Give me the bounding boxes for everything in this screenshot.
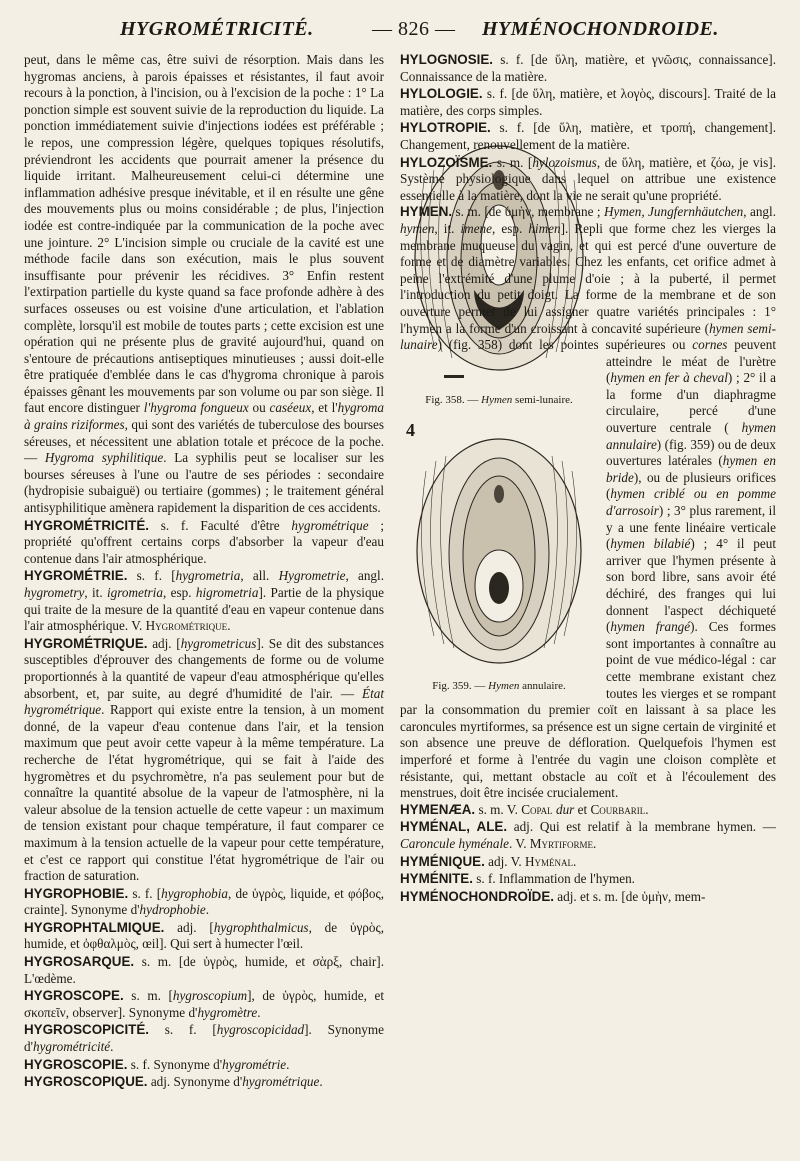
right-column xyxy=(400,52,776,905)
header-left-word: HYGROMÉTRICITÉ. xyxy=(120,18,314,40)
headword: HYMÉNITE. xyxy=(400,871,473,887)
entry-hygroscopicite: HYGROSCOPICITÉ. s. f. [hygroscopicidad]. Synonyme d'hygrométricité. xyxy=(24,1022,384,1055)
headword: HYGROSCOPE. xyxy=(24,988,124,1004)
headword: HYLOTROPIE. xyxy=(400,120,491,136)
page-number: — 826 — xyxy=(372,18,456,40)
entry-hylognosie: HYLOGNOSIE. s. f. [de ὕλη, matière, et γνῶσις, connaissance]. Connaissance de la matière. xyxy=(400,52,776,84)
figure-359-caption: Fig. 359. — Hymen annulaire. xyxy=(432,680,566,693)
entry-hymenite: HYMÉNITE. s. f. Inflammation de l'hymen. xyxy=(400,871,635,887)
entry-hygroscopie: HYGROSCOPIE. s. f. Synonyme d'hygrométrie. xyxy=(24,1056,290,1072)
hymen-annular-illustration xyxy=(404,426,594,676)
entry-hymenique: HYMÉNIQUE. adj. V. Hyménal. xyxy=(400,853,577,869)
entry-hygrometricite: HYGROMÉTRICITÉ. s. f. Faculté d'être hygrométrique ; propriété qu'offrent certains corps d'absorber la vapeur d'eau contenue dans l'air atmosphérique. xyxy=(24,517,384,566)
headword: HYGROSCOPIE. xyxy=(24,1056,128,1072)
svg-text:▬▬: ▬▬ xyxy=(444,369,464,381)
headword: HYLOLOGIE. xyxy=(400,86,483,102)
headword: HYGROPHOBIE. xyxy=(24,885,129,901)
headword: HYMÉNIQUE. xyxy=(400,853,485,869)
entry-hylozoisme: HYLOZOÏSME. s. m. [hylozoismus, de ὕλη, matière, et ζόω, je vis]. Système physiologique dans lequel on attribue une existence essentielle à la matière, dont la vie ne serait qu'une propriété. xyxy=(400,154,776,203)
entry-hymen: HYMEN. s. m. [de ὑμὴν, membrane ; Hymen, Jungfernhäutchen, angl. hymen, it. imene, esp. himen]. Repli que forme chez les vierges la membrane muqueuse du vagin, et qui est percé d'une ouverture de forme et de diamètre variables. Chez les enfants, cet orifice admet à peine l'extrémité d'une plume d'oie ; à la puberté, il permet l'introduction du petit doigt. La forme de la membrane et de son ouverture permet de lui assigner quatre variétés principales : 1° l'hymen a la forme d'un croissant à concavité supérieure (hymen semi-lunaire) (fig. 358) dont les pointes supérieures ou cornes ▬▬ Fig. 358. — Hymen semi-lunaire. peuvent atteindre le méat de l'urètre (hymen en fer à cheval) ; 2° il a la forme d'un diaphragme circulaire, percé d'une ouverture centrale ( 4 Fig. 359. — Hymen annulaire. hymen annulaire) (fig. 359) ou de deux ouvertures latérales (hymen en bride), ou de plusieurs orifices (hymen criblé ou en pomme d'arrosoir) ; 3° plus rarement, il y a une fente linéaire verticale (hymen bilabié) ; 4° il peut arriver que l'hymen présente à son bord libre, sans avoir été déchiré, des franges qui lui donnent l'aspect déchiqueté (hymen frangé). Ces formes sont importantes à connaître au point de vue médico-légal : car cette membrane existant chez toutes les vierges et se rompant par la consommation du premier coït en laissant à sa place les caroncules myrtiformes, sa présence est un signe certain de virginité et son absence une preuve de défloration. Quelquefois l'hymen est imperforé et forme à l'entrée du vagin une cloison complète et résistante, qui, mettant obstacle au coït et à l'écoulement des menstrues, doit être incisée crucialement. xyxy=(400,204,776,801)
running-header xyxy=(0,18,800,48)
entry-hylotropie: HYLOTROPIE. s. f. [de ὕλη, matière, et τροπή, changement]. Changement, renouvellement de la matière. xyxy=(400,120,776,152)
hygroma-continuation: peut, dans le même cas, être suivi de résorption. Mais dans les hygromas anciens, à parois épaisses et résistantes, il faut avoir recours à la ponction, à l'incision, ou à l'excision de la poche : 1° La ponction simple est souvent suivie de la reproduction du liquide. La ponction immédiatement suivie d'injections iodées est préférable ; le repos, une compression légère, quelques topiques résolutifs, préviendront les accidents que pourrait amener la présence du liquide irritant. Malheureusement celui-ci détermine une inflammation adhésive presque inévitable, et il en résulte une gêne des mouvements plus ou moins considérable ; de plus, l'injection iodée est contre-indiquée par la communication de la poche avec une jointure. 2° L'incision simple ou cruciale de la cavité est une méthode facile dans son exécution, mais le plus souvent insuffisante pour prévenir les récidives. 3° Enfin restent l'extirpation partielle du kyste quand sa face profonde adhère à des surfaces osseuses ou est voisine d'une articulation, et l'ablation complète, lorsqu'il est mobile de toutes parts ; cette excision est une opération qui ne présente plus de gravité aujourd'hui, quand on s'entoure de précautions antiseptiques minutieuses ; aussi doit-elle être pratiquée d'emblée dans le cas d'hygroma chronique à parois épaisses gênant les mouvements par son volume ou par son siège. Il faut encore distinguer l'hygroma fongueux ou caséeux, et l'hygroma à grains riziformes, qui sont des variétés de tuberculose des bourses séreuses, et nécessitent une ablation totale et précoce de la poche. — Hygroma syphilitique. La syphilis peut se localiser sur les bourses séreuses à l'une ou l'autre de ses périodes : secondaire (hydropisie subaiguë) ou tertiaire (gommes) ; le traitement général antisyphilitique amènera rapidement la disparition de ces accidents. xyxy=(24,52,385,516)
entry-hygrophtalmique: HYGROPHTALMIQUE. adj. [hygrophthalmicus, de ὑγρὸς, humide, et ὀφθαλμὸς, œil]. Qui sert à humecter l'œil. xyxy=(24,919,384,952)
entry-hylologie: HYLOLOGIE. s. f. [de ὕλη, matière, et λογὸς, discours]. Traité de la matière, des corps simples. xyxy=(400,86,776,118)
header-right-word: HYMÉNOCHONDROIDE. xyxy=(482,18,719,40)
figure-359-number: 4 xyxy=(406,420,415,441)
entry-hygroscope: HYGROSCOPE. s. m. [hygroscopium], de ὑγρὸς, humide, et σκοπεῖν, observer]. Synonyme d'hygromètre. xyxy=(24,988,384,1020)
entry-hygrometrie: HYGROMÉTRIE. s. f. [hygrometria, all. Hygrometrie, angl. hygrometry, it. igrometria, esp. higrometria]. Partie de la physique qui traite de la mesure de la quantité d'eau en vapeur contenue dans l'air atmosphérique. V. Hygrométrique. xyxy=(24,568,385,634)
entry-hymenaea: HYMENÆA. s. m. V. Copal dur et Courbaril. xyxy=(400,801,649,817)
headword: HYLOGNOSIE. xyxy=(400,52,494,67)
entry-hygrosarque: HYGROSARQUE. s. m. [de ὑγρὸς, humide, et σὰρξ, chair]. L'œdème. xyxy=(24,954,384,986)
headword: HYMENÆA. xyxy=(400,801,476,817)
entry-hymenal: HYMÉNAL, ALE. adj. Qui est relatif à la membrane hymen. — Caroncule hyménale. V. Myrtiforme. xyxy=(400,819,776,851)
headword: HYGROMÉTRIE. xyxy=(24,568,128,584)
entry-hymenochondroide: HYMÉNOCHONDROÏDE. adj. et s. m. [de ὑμὴν, mem- xyxy=(400,888,706,904)
headword: HYGROMÉTRIQUE. xyxy=(24,635,148,651)
figure-359 xyxy=(400,420,598,695)
figure-358-caption: Fig. 358. — Hymen semi-lunaire. xyxy=(425,393,573,406)
entry-hygrophobie: HYGROPHOBIE. s. f. [hygrophobia, de ὑγρὸς, liquide, et φόβος, crainte]. Synonyme d'hydrophobie. xyxy=(24,885,384,918)
headword: HYGROSCOPICITÉ. xyxy=(24,1022,149,1038)
headword: HYLOZOÏSME. xyxy=(400,154,493,170)
headword: HYMÉNOCHONDROÏDE. xyxy=(400,888,554,904)
entry-hygroscopique: HYGROSCOPIQUE. adj. Synonyme d'hygrométrique. xyxy=(24,1074,323,1090)
headword: HYGROSCOPIQUE. xyxy=(24,1074,148,1090)
headword: HYGROSARQUE. xyxy=(24,954,135,970)
headword: HYMEN. xyxy=(400,204,453,220)
headword: HYGROMÉTRICITÉ. xyxy=(24,517,149,533)
entry-hygrometrique: HYGROMÉTRIQUE. adj. [hygrometricus]. Se dit des substances susceptibles d'éprouver des changements de forme ou de volume proportionnés à la quantité de vapeur d'eau atmosphérique qu'elles absorbent, et, par suite, au degré d'humidité de l'air. — État hygrométrique. Rapport qui existe entre la tension, à un moment donné, de la vapeur d'eau contenue dans l'air, et la tension maximum que peut avoir cette vapeur à la même température. La recherche de l'état hygrométrique, qui se fait à l'aide des hygromètres et du psychromètre, n'a pas seulement pour but de connaître la quantité absolue de la vapeur de l'atmosphère, ni la valeur absolue de la tension actuelle de cette vapeur : un maximum de tension existant pour chaque température, il faut comparer ce maximum à la tension actuelle de la vapeur pour cette température, et c'est ce rapport qui constitue l'état hygrométrique de l'air ou fraction de saturation. xyxy=(24,635,384,884)
headword: HYMÉNAL, ALE. xyxy=(400,819,508,835)
left-column xyxy=(24,52,384,1091)
headword: HYGROPHTALMIQUE. xyxy=(24,919,165,935)
